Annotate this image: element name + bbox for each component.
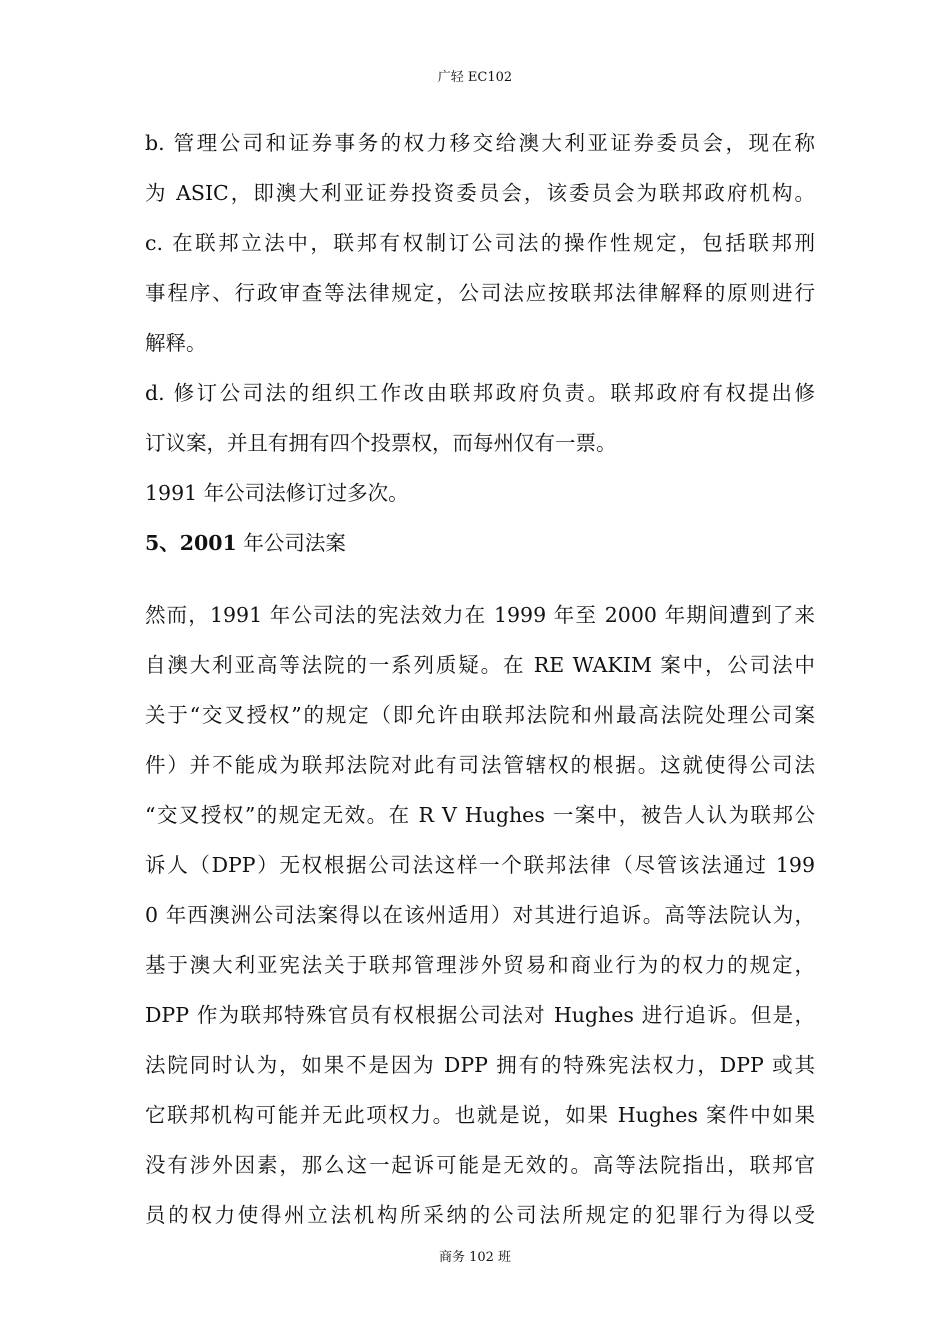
paragraph-line: 事程序、行政审查等法律规定，公司法应按联邦法律解释的原则进行 (145, 281, 815, 305)
paragraph-line: d. 修订公司法的组织工作改由联邦政府负责。联邦政府有权提出修 (145, 381, 815, 405)
paragraph-line: b. 管理公司和证券事务的权力移交给澳大利亚证券委员会，现在称 (145, 131, 815, 155)
paragraph-line: 件）并不能成为联邦法院对此有司法管辖权的根据。这就使得公司法 (145, 753, 815, 777)
document-body (145, 118, 815, 1240)
paragraph-line: 它联邦机构可能并无此项权力。也就是说，如果 Hughes 案件中如果 (145, 1103, 815, 1127)
paragraph-line: DPP 作为联邦特殊官员有权根据公司法对 Hughes 进行追诉。但是， (145, 1003, 815, 1027)
paragraph-line: c. 在联邦立法中，联邦有权制订公司法的操作性规定，包括联邦刑 (145, 231, 815, 255)
page-footer: 商务 102 班 (438, 1250, 512, 1265)
section-number: 5、2001 (145, 531, 237, 555)
paragraph-line: 为 ASIC，即澳大利亚证券投资委员会，该委员会为联邦政府机构。 (145, 181, 815, 205)
paragraph-line: 关于“交叉授权”的规定（即允许由联邦法院和州最高法院处理公司案 (145, 703, 815, 727)
paragraph-line: 然而，1991 年公司法的宪法效力在 1999 年至 2000 年期间遭到了来 (145, 603, 815, 627)
paragraph-gap (145, 568, 815, 590)
paragraph-line: 诉人（DPP）无权根据公司法这样一个联邦法律（尽管该法通过 199 (145, 853, 815, 877)
paragraph-line: 员的权力使得州立法机构所采纳的公司法所规定的犯罪行为得以受 (145, 1203, 815, 1227)
page-header: 广轻 EC102 (437, 70, 513, 85)
paragraph-line: 解释。 (145, 331, 207, 355)
paragraph-line: “交叉授权”的规定无效。在 R V Hughes 一案中，被告人认为联邦公 (145, 803, 815, 827)
paragraph-line: 自澳大利亚高等法院的一系列质疑。在 RE WAKIM 案中，公司法中 (145, 653, 815, 677)
paragraph-line: 法院同时认为，如果不是因为 DPP 拥有的特殊宪法权力，DPP 或其 (145, 1053, 815, 1077)
paragraph-line: 0 年西澳洲公司法案得以在该州适用）对其进行追诉。高等法院认为， (145, 903, 815, 927)
paragraph-line: 基于澳大利亚宪法关于联邦管理涉外贸易和商业行为的权力的规定， (145, 953, 815, 977)
paragraph-line: 没有涉外因素，那么这一起诉可能是无效的。高等法院指出，联邦官 (145, 1153, 815, 1177)
section-title: 年公司法案 (236, 531, 346, 555)
section-heading (145, 518, 815, 568)
paragraph-line: 订议案，并且有拥有四个投票权，而每州仅有一票。 (145, 431, 617, 455)
paragraph-line: 1991 年公司法修订过多次。 (145, 481, 409, 505)
